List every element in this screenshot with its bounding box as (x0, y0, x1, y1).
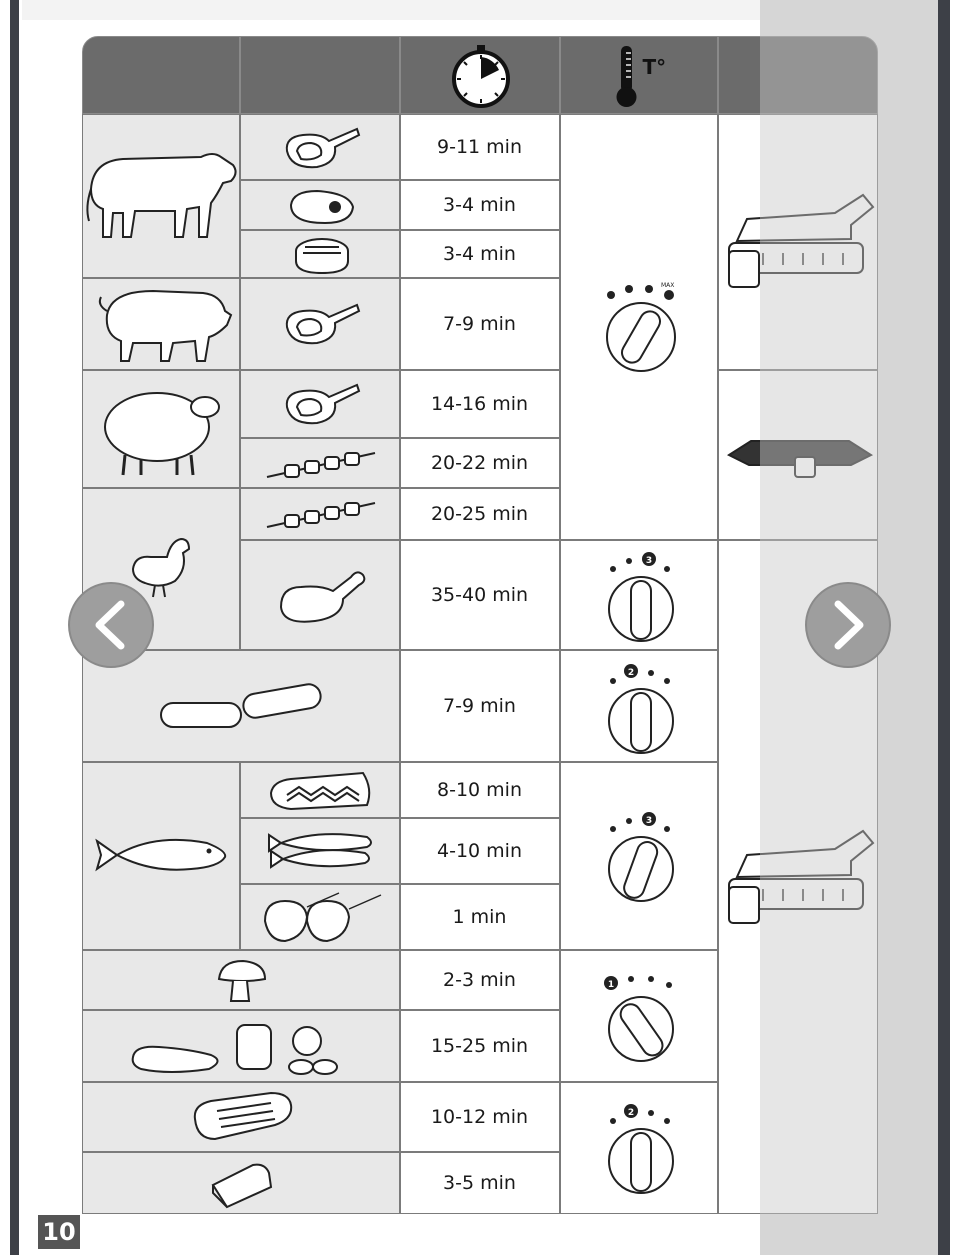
cutlet-icon (281, 379, 361, 429)
food-cell-lamb (82, 370, 240, 488)
chevron-left-icon (91, 600, 131, 650)
dial-2-icon (603, 659, 679, 757)
time-cell: 7-9 min (400, 278, 560, 370)
cut-cell-lamb-skewer (240, 438, 400, 488)
steak-icon (287, 187, 357, 227)
time-cell: 3-5 min (400, 1152, 560, 1214)
vegetables-icon (129, 1019, 357, 1079)
dial-number: 3 (645, 815, 652, 826)
cutlet-icon (281, 123, 361, 173)
sheep-icon (101, 383, 225, 479)
pig-icon (93, 285, 233, 365)
chevron-right-icon (828, 600, 868, 650)
stopwatch-icon (447, 43, 515, 109)
cut-cell-lamb-cutlet (240, 370, 400, 438)
time-cell: 35-40 min (400, 540, 560, 650)
dial-max-label: MAX (660, 281, 674, 289)
thermometer-label: T° (642, 54, 667, 79)
mushroom-icon (215, 957, 269, 1005)
time-cell: 15-25 min (400, 1010, 560, 1082)
time-cell: 1 min (400, 884, 560, 950)
temp-cell-2-sausages (560, 650, 718, 762)
sausages-icon (159, 681, 323, 731)
food-cell-pork (82, 278, 240, 370)
header-cell-food (82, 36, 240, 114)
cut-cell-beef-steak (240, 180, 400, 230)
prawns-icon (259, 891, 383, 947)
food-cell-mushroom (82, 950, 400, 1010)
time-cell: 7-9 min (400, 650, 560, 762)
header-cell-time (400, 36, 560, 114)
drumstick-icon (277, 567, 367, 625)
dial-3-icon (603, 809, 679, 905)
time-cell: 14-16 min (400, 370, 560, 438)
sandwich-icon (209, 1159, 275, 1211)
time-cell: 2-3 min (400, 950, 560, 1010)
patty-icon (293, 235, 351, 275)
dial-number: 1 (607, 979, 614, 990)
cut-cell-sardines (240, 818, 400, 884)
skewer-icon (265, 495, 377, 533)
header-cell-temperature (560, 36, 718, 114)
time-cell: 3-4 min (400, 230, 560, 278)
food-cell-sausages (82, 650, 400, 762)
food-cell-vegetables (82, 1010, 400, 1082)
time-cell: 20-25 min (400, 488, 560, 540)
time-cell: 4-10 min (400, 818, 560, 884)
dial-number: 3 (645, 555, 652, 566)
food-cell-beef (82, 114, 240, 278)
time-cell: 9-11 min (400, 114, 560, 180)
cut-cell-hamburger (240, 230, 400, 278)
cow-icon (83, 151, 239, 243)
dial-number: 2 (627, 667, 634, 678)
header-cell-cut (240, 36, 400, 114)
fillet-icon (267, 769, 375, 813)
sardines-icon (267, 827, 377, 877)
temp-cell-2-panini (560, 1082, 718, 1214)
cutlet-icon (281, 299, 361, 349)
dial-number: 2 (627, 1107, 634, 1118)
temp-cell-3-fish (560, 762, 718, 950)
fish-icon (95, 829, 229, 881)
temp-cell-1-veg (560, 950, 718, 1082)
temp-cell-max (560, 114, 718, 540)
cut-cell-prawns (240, 884, 400, 950)
dial-2-icon (603, 1099, 679, 1197)
food-cell-sandwich (82, 1152, 400, 1214)
skewer-icon (265, 445, 377, 483)
dial-3-icon (603, 549, 679, 645)
temp-cell-3-chicken (560, 540, 718, 650)
dial-max-icon (599, 281, 683, 375)
time-cell: 10-12 min (400, 1082, 560, 1152)
cut-cell-chicken-skewer (240, 488, 400, 540)
time-cell: 20-22 min (400, 438, 560, 488)
cut-cell-fish-fillet (240, 762, 400, 818)
prev-page-button[interactable] (68, 582, 154, 668)
cut-cell-drumstick (240, 540, 400, 650)
time-cell: 8-10 min (400, 762, 560, 818)
dial-1-icon (601, 971, 679, 1065)
next-page-button[interactable] (805, 582, 891, 668)
panini-icon (189, 1089, 295, 1147)
page-number: 10 (38, 1215, 80, 1249)
cut-cell-pork-cutlet (240, 278, 400, 370)
time-cell: 3-4 min (400, 180, 560, 230)
food-cell-panini (82, 1082, 400, 1152)
cut-cell-beef-cutlet (240, 114, 400, 180)
food-cell-fish (82, 762, 240, 950)
